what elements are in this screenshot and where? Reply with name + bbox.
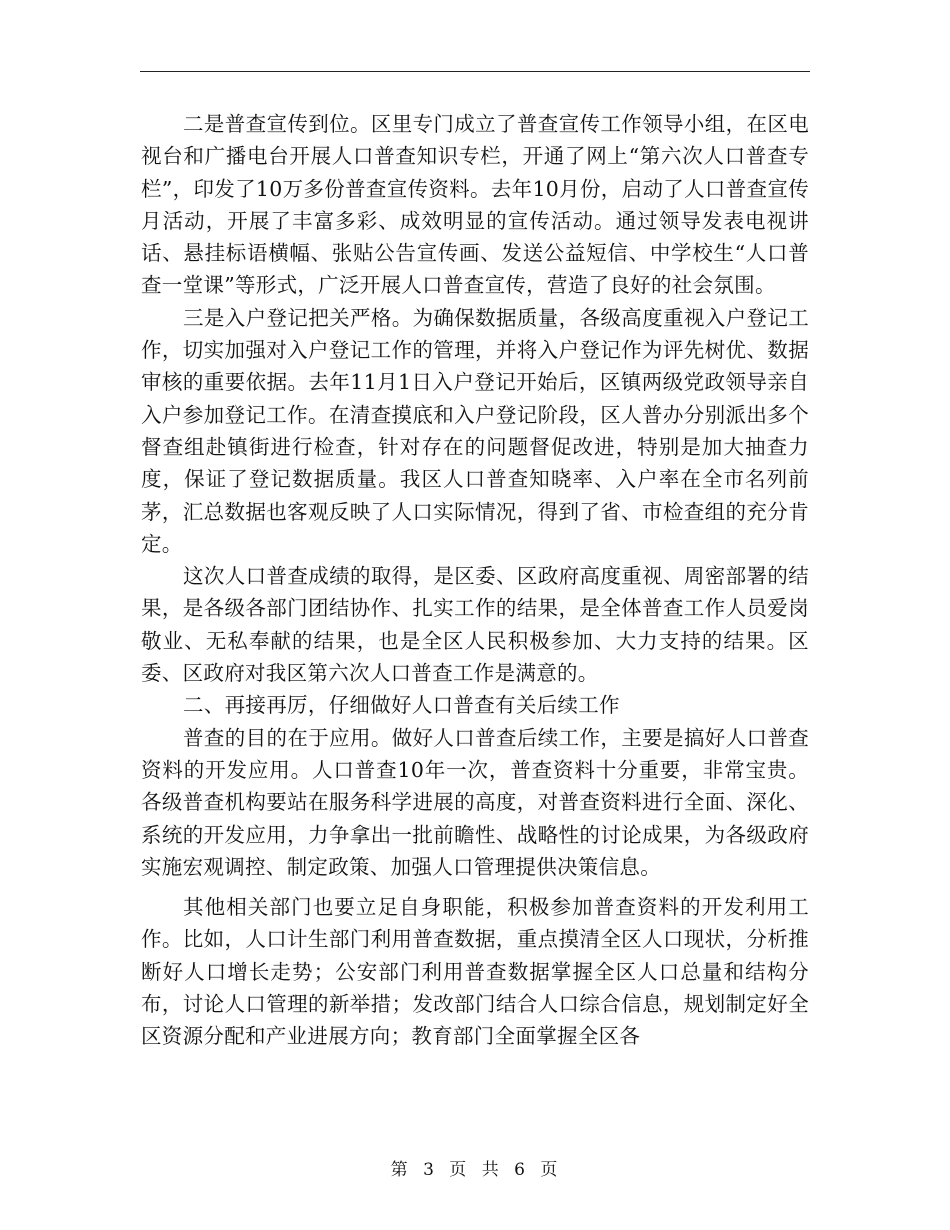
section-heading: 二、再接再厉，仔细做好人口普查有关后续工作 — [183, 693, 620, 718]
paragraph-publicity: 二是普查宣传到位。区里专门成立了普查宣传工作领导小组，在区电视台和广播电台开展人口普查知识专栏，开通了网上“第六次人口普查专栏”，印发了10万多份普查宣传资料。去年10月份，启动了人口普查宣传月活动，开展了丰富多彩、成效明显的宣传活动。通过领导发表电视讲话、悬挂标语横幅、张贴公告宣传画、发送公益短信、中学校生“人口普查一堂课”等形式，广泛开展人口普查宣传，营造了良好的社会氛围。 — [141, 112, 809, 298]
paragraph-application: 普查的目的在于应用。做好人口普查后续工作，主要是搞好人口普查资料的开发应用。人口普查10年一次，普查资料十分重要，非常宝贵。各级普查机构要站在服务科学进展的高度，对普查资料进行全面、深化、系统的开发应用，力争拿出一批前瞻性、战略性的讨论成果，为各级政府实施宏观调控、制定政策、加强人口管理提供决策信息。 — [141, 725, 809, 879]
document-body — [141, 108, 809, 1053]
paragraph-departments: 其他相关部门也要立足自身职能，积极参加普查资料的开发利用工作。比如，人口计生部门利用普查数据，重点摸清全区人口现状，分析推断好人口增长走势；公安部门利用普查数据掌握全区人口总量和结构分布，讨论人口管理的新举措；发改部门结合人口综合信息，规划制定好全区资源分配和产业进展方向；教育部门全面掌握全区各 — [141, 895, 809, 1049]
paragraph-registration: 三是入户登记把关严格。为确保数据质量，各级高度重视入户登记工作，切实加强对入户登记工作的管理，并将入户登记作为评先树优、数据审核的重要依据。去年11月1日入户登记开始后，区镇两级党政领导亲自入户参加登记工作。在清查摸底和入户登记阶段，区人普办分别派出多个督查组赴镇街进行检查，针对存在的问题督促改进，特别是加大抽查力度，保证了登记数据质量。我区人口普查知晓率、入户率在全市名列前茅，汇总数据也客观反映了人口实际情况，得到了省、市检查组的充分肯定。 — [141, 305, 809, 556]
paragraph-achievement: 这次人口普查成绩的取得，是区委、区政府高度重视、周密部署的结果，是各级各部门团结协作、扎实工作的结果，是全体普查工作人员爱岗敬业、无私奉献的结果，也是全区人民积极参加、大力支持的结果。区委、区政府对我区第六次人口普查工作是满意的。 — [141, 564, 809, 686]
header-rule — [140, 71, 810, 72]
page-number-footer: 第 3 页 共 6 页 — [390, 1160, 560, 1180]
